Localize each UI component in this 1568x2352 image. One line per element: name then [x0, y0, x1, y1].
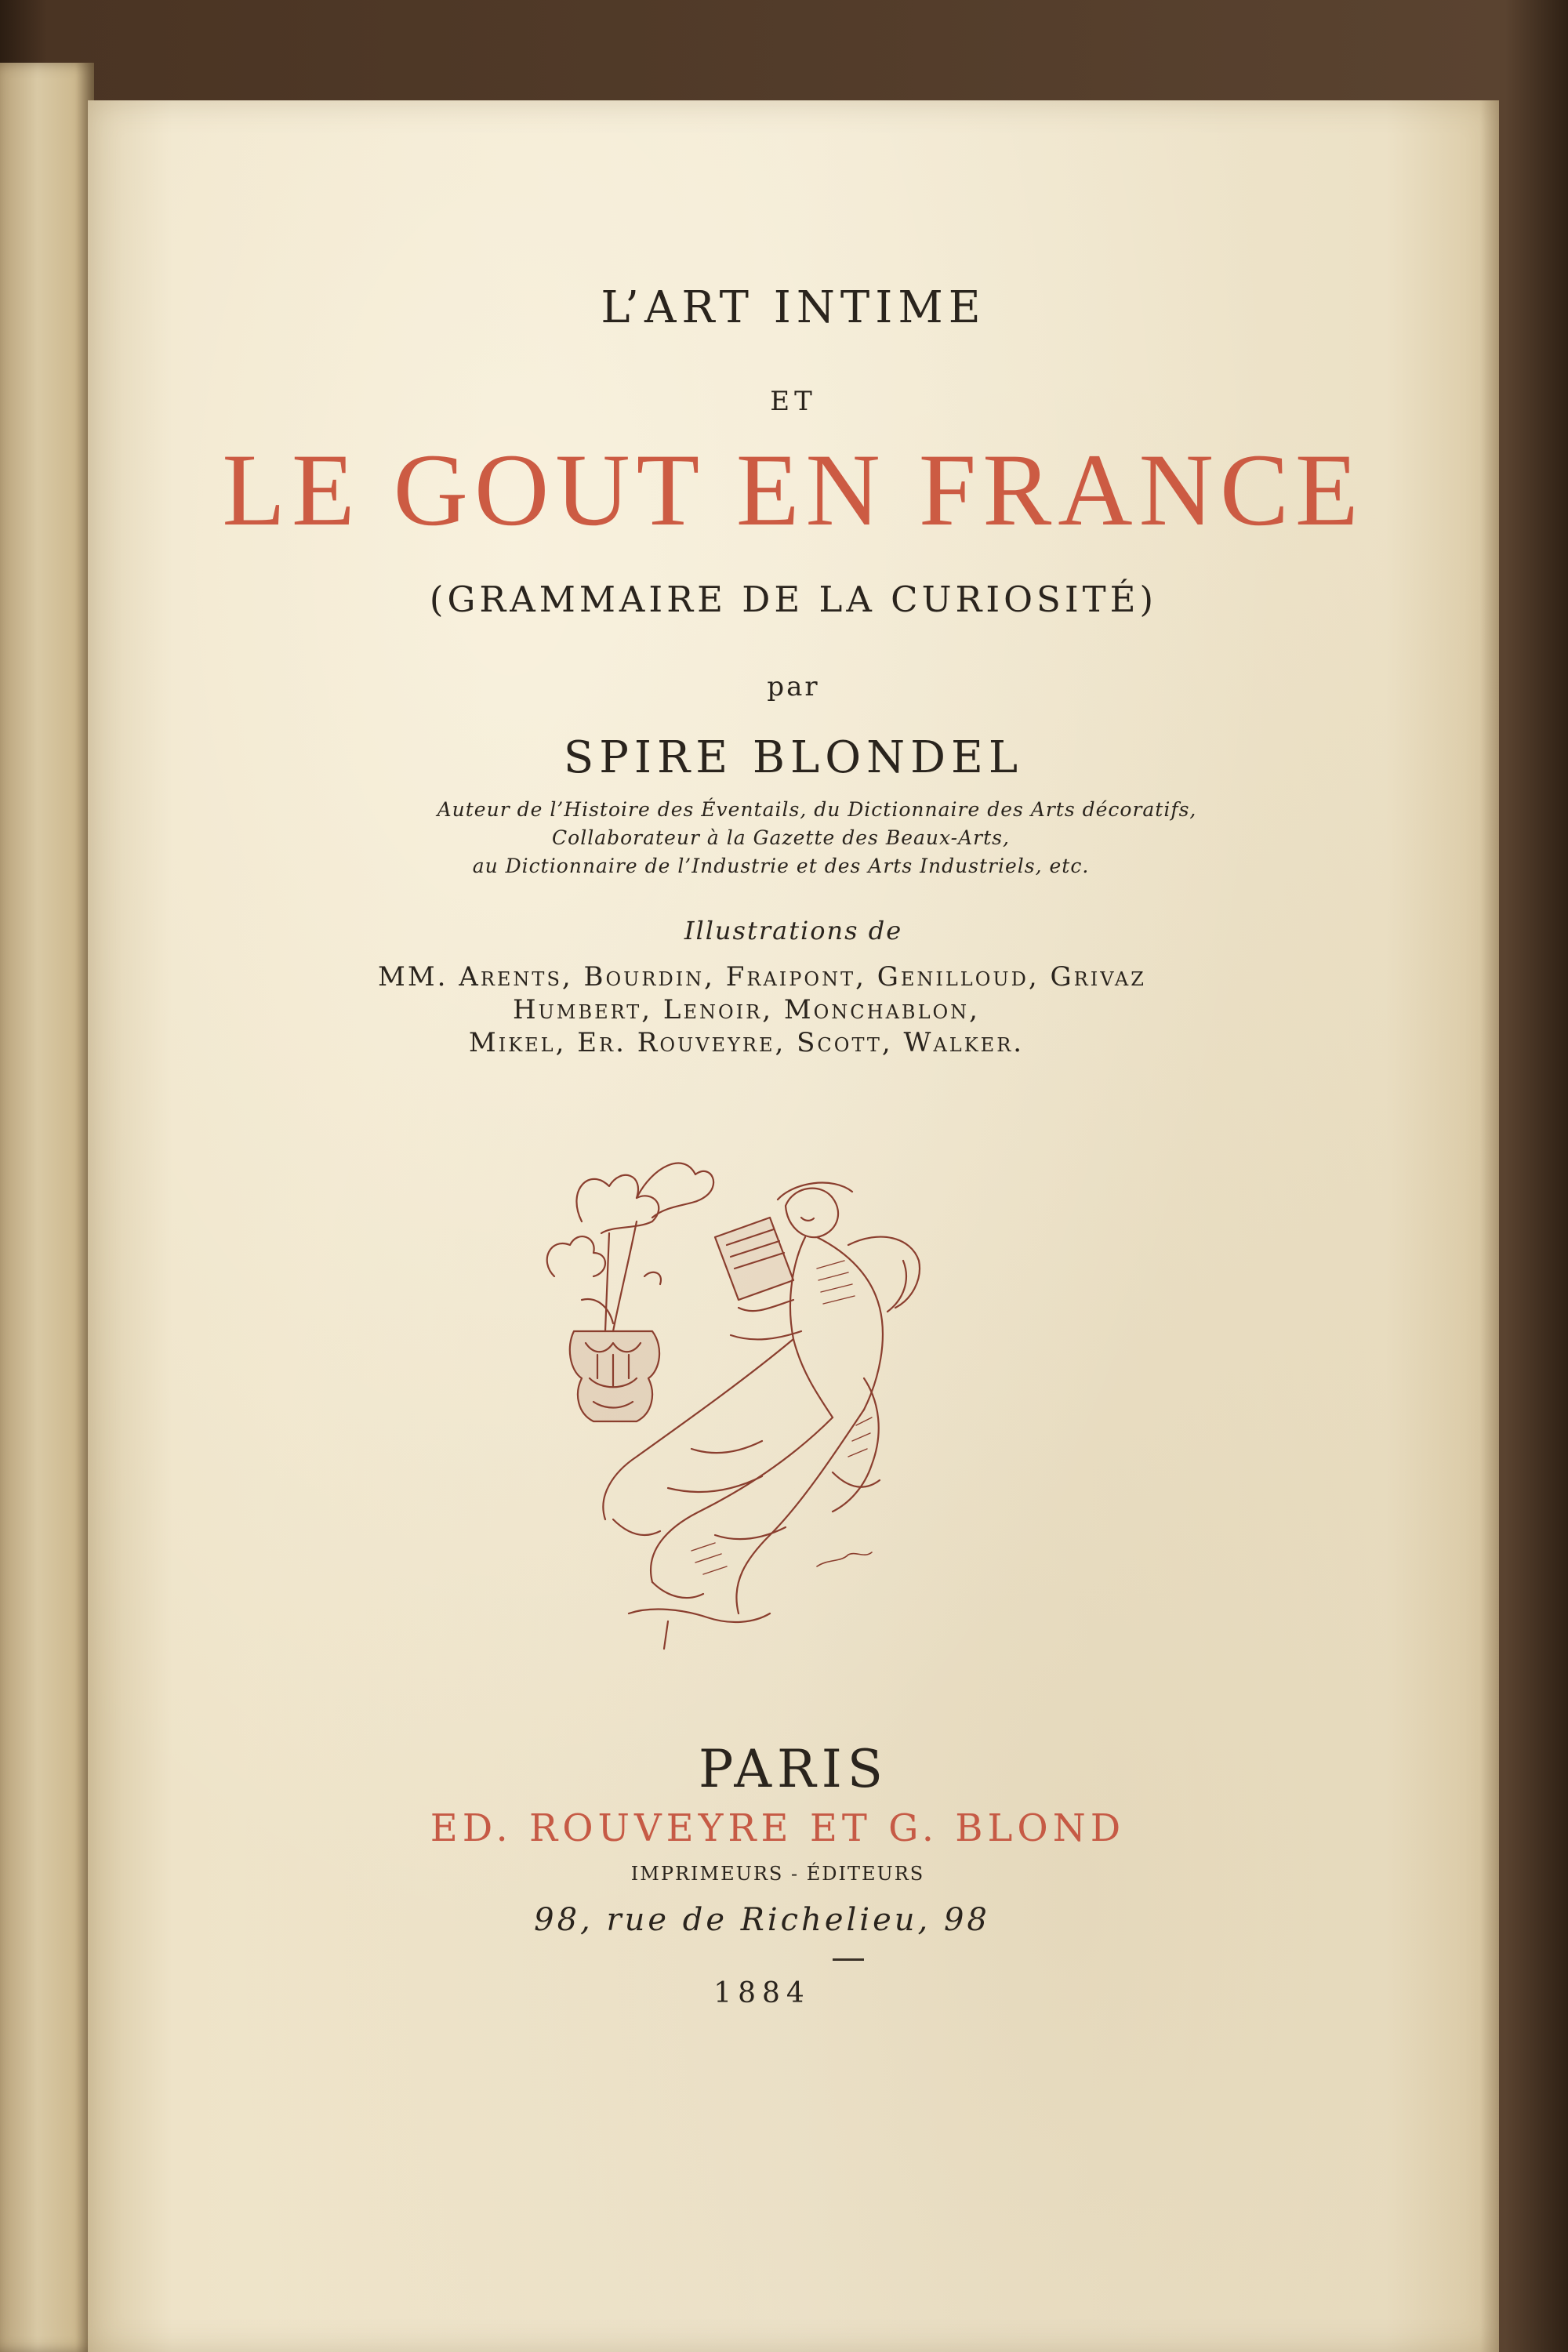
illustrations-label: Illustrations de — [684, 916, 903, 946]
illustrators-line: Humbert, Lenoir, Monchablon, — [513, 994, 980, 1025]
illustrators-line: Mikel, Er. Rouveyre, Scott, Walker. — [468, 1027, 1025, 1058]
title-page — [88, 100, 1499, 2352]
author-credit-line: Collaborateur à la Gazette des Beaux-Arts, — [552, 826, 1010, 849]
main-title: LE GOUT EN FRANCE — [222, 432, 1365, 547]
publisher-name: ED. ROUVEYRE ET G. BLOND — [430, 1806, 1126, 1850]
publication-year: 1884 — [713, 1977, 811, 2009]
by-line: par — [767, 671, 820, 702]
author-credit-line: Auteur de l’Histoire des Éventails, du Dictionnaire des Arts décoratifs, — [437, 798, 1197, 821]
author-credit-line: au Dictionnaire de l’Industrie et des Arts Industriels, etc. — [472, 855, 1090, 877]
divider-rule — [833, 1958, 864, 1961]
title-line-1: L’ART INTIME — [601, 282, 986, 333]
publisher-address: 98, rue de Richelieu, 98 — [534, 1902, 990, 1938]
illustrators-line: MM. Arents, Bourdin, Fraipont, Genilloud, Grivaz — [378, 961, 1146, 993]
author-name: SPIRE BLONDEL — [563, 732, 1024, 783]
woman-reading-vignette — [535, 1143, 927, 1653]
city: PARIS — [699, 1739, 888, 1799]
subtitle: (GRAMMAIRE DE LA CURIOSITÉ) — [429, 579, 1158, 620]
title-conjunction: ET — [770, 386, 817, 417]
publisher-role: IMPRIMEURS - ÉDITEURS — [630, 1863, 925, 1885]
